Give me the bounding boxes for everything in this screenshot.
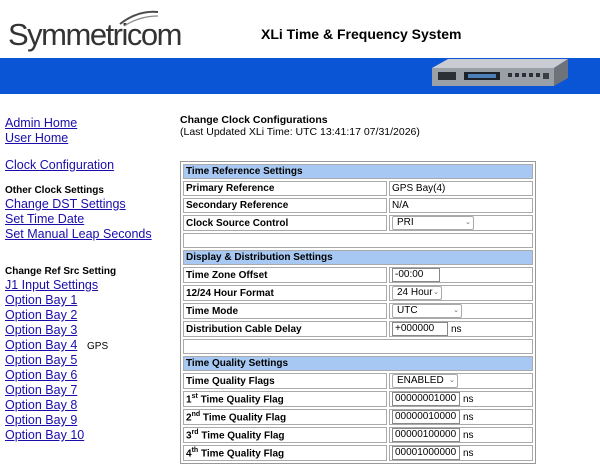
chevron-down-icon: ⌄: [449, 377, 455, 384]
symmetricom-logo: Symmetricom: [8, 17, 181, 52]
option-bay-5-link[interactable]: Option Bay 5: [5, 353, 78, 367]
display-distribution-heading: Display & Distribution Settings: [183, 250, 533, 265]
option-bay-4-link[interactable]: Option Bay 4: [5, 338, 78, 352]
chevron-down-icon: ⌄: [433, 289, 439, 296]
option-bay-4-gps-tag: GPS: [87, 341, 109, 352]
quality-flag-4-label: 4th Time Quality Flag: [183, 445, 387, 461]
quality-flag-3-label: 3rd Time Quality Flag: [183, 427, 387, 443]
quality-flag-4-unit: ns: [463, 447, 474, 459]
time-quality-heading: Time Quality Settings: [183, 356, 533, 371]
quality-flag-4-input[interactable]: 00001000000: [392, 446, 460, 460]
admin-home-link[interactable]: Admin Home: [5, 116, 78, 130]
distribution-cable-delay-label: Distribution Cable Delay: [183, 321, 387, 337]
j1-input-settings-link[interactable]: J1 Input Settings: [5, 278, 99, 292]
cable-delay-unit: ns: [451, 323, 462, 335]
option-bay-9-link[interactable]: Option Bay 9: [5, 413, 78, 427]
logo-swoosh-icon: [118, 8, 160, 28]
quality-flag-1-label: 1st Time Quality Flag: [183, 391, 387, 407]
other-clock-settings-heading: Other Clock Settings: [5, 185, 104, 196]
option-bay-8-link[interactable]: Option Bay 8: [5, 398, 78, 412]
change-dst-link[interactable]: Change DST Settings: [5, 197, 126, 211]
option-bay-7-link[interactable]: Option Bay 7: [5, 383, 78, 397]
time-quality-flags-label: Time Quality Flags: [183, 373, 387, 389]
time-zone-offset-input[interactable]: -00:00: [392, 268, 440, 282]
clock-configuration-link[interactable]: Clock Configuration: [5, 158, 115, 172]
set-leap-seconds-link[interactable]: Set Manual Leap Seconds: [5, 227, 152, 241]
chevron-down-icon: ⌄: [465, 219, 471, 226]
change-ref-src-heading: Change Ref Src Setting: [5, 266, 117, 277]
option-bay-10-link[interactable]: Option Bay 10: [5, 428, 85, 442]
page-header: [0, 0, 600, 58]
primary-reference-value: GPS Bay(4): [389, 181, 533, 196]
option-bay-2-link[interactable]: Option Bay 2: [5, 308, 78, 322]
option-bay-6-link[interactable]: Option Bay 6: [5, 368, 78, 382]
time-zone-offset-label: Time Zone Offset: [183, 267, 387, 283]
option-bay-3-link[interactable]: Option Bay 3: [5, 323, 78, 337]
hour-format-select[interactable]: 24 Hour ⌄: [392, 286, 442, 300]
time-quality-flags-select[interactable]: ENABLED ⌄: [392, 374, 458, 388]
quality-flag-3-unit: ns: [463, 429, 474, 441]
last-updated-text: (Last Updated XLi Time: UTC 13:41:17 07/31/2026): [180, 126, 420, 138]
time-mode-select[interactable]: UTC ⌄: [392, 304, 462, 318]
user-home-link[interactable]: User Home: [5, 131, 69, 145]
quality-flag-2-label: 2nd Time Quality Flag: [183, 409, 387, 425]
quality-flag-1-unit: ns: [463, 393, 474, 405]
quality-flag-3-input[interactable]: 00000100000: [392, 428, 460, 442]
clock-source-select[interactable]: PRI ⌄: [392, 216, 474, 230]
clock-source-control-label: Clock Source Control: [183, 215, 387, 231]
quality-flag-2-unit: ns: [463, 411, 474, 423]
secondary-reference-label: Secondary Reference: [183, 198, 387, 213]
quality-flag-2-input[interactable]: 00000010000: [392, 410, 460, 424]
time-reference-heading: Time Reference Settings: [183, 164, 533, 179]
page-title: Change Clock Configurations: [180, 114, 328, 126]
app-title: XLi Time & Frequency System: [261, 26, 462, 42]
secondary-reference-value: N/A: [389, 198, 533, 213]
hour-format-label: 12/24 Hour Format: [183, 285, 387, 301]
option-bay-1-link[interactable]: Option Bay 1: [5, 293, 78, 307]
xli-device-image: [430, 56, 570, 90]
time-mode-label: Time Mode: [183, 303, 387, 319]
set-time-date-link[interactable]: Set Time Date: [5, 212, 85, 226]
primary-reference-label: Primary Reference: [183, 181, 387, 196]
quality-flag-1-input[interactable]: 00000001000: [392, 392, 460, 406]
clock-config-table: [180, 161, 536, 464]
cable-delay-input[interactable]: +000000: [392, 322, 448, 336]
chevron-down-icon: ⌄: [453, 307, 459, 314]
